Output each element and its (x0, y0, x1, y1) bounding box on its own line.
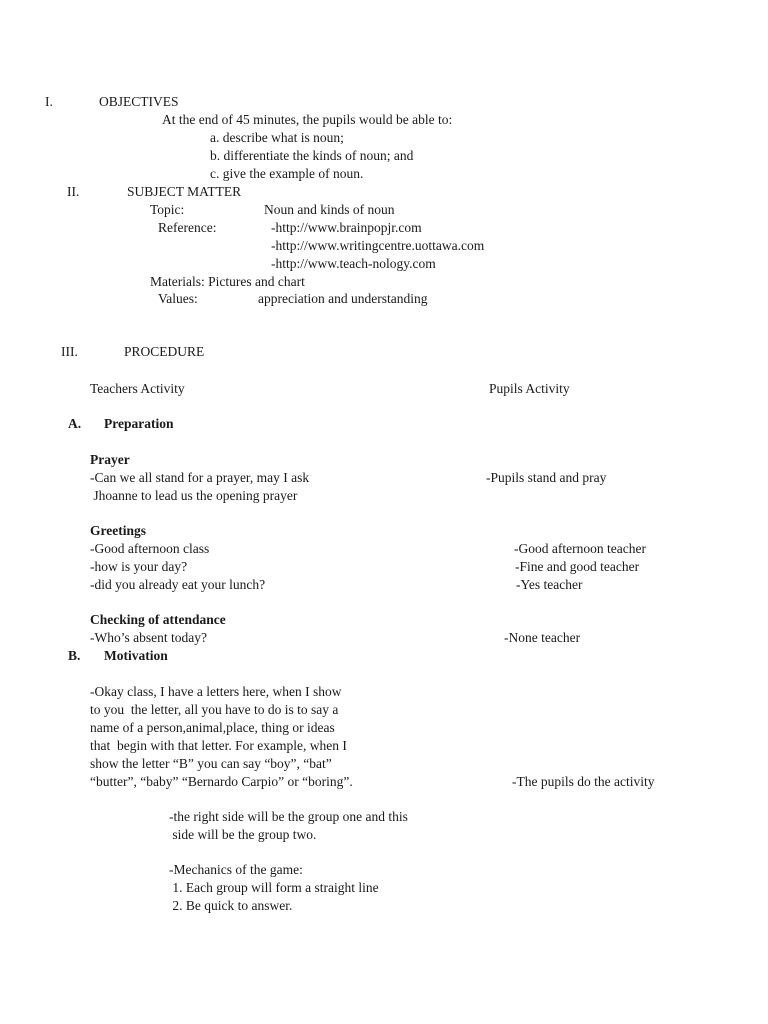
teacher-line: show the letter “B” you can say “boy”, “bat” (90, 756, 332, 771)
procedure-heading: PROCEDURE (124, 344, 205, 359)
teacher-line: Jhoanne to lead us the opening prayer (90, 488, 298, 503)
motivation-title: Motivation (104, 648, 168, 663)
teacher-line: to you the letter, all you have to do is to say a (90, 702, 339, 717)
teacher-line: -Who’s absent today? (90, 630, 207, 645)
pupil-line: -None teacher (504, 630, 581, 645)
topic-label: Topic: (150, 202, 185, 217)
pupil-line: -The pupils do the activity (512, 774, 655, 789)
pupil-line: -Fine and good teacher (515, 559, 640, 574)
teacher-line: -how is your day? (90, 559, 188, 574)
materials-line: Materials: Pictures and chart (150, 274, 305, 289)
preparation-title: Preparation (104, 416, 174, 431)
mechanics-title: -Mechanics of the game: (169, 862, 303, 877)
teacher-line: that begin with that letter. For example, when I (90, 738, 347, 753)
teacher-line: -Can we all stand for a prayer, may I ask (90, 470, 310, 485)
section-numeral-3: III. (61, 344, 78, 359)
objective-item: b. differentiate the kinds of noun; and (210, 148, 414, 163)
preparation-letter: A. (68, 416, 82, 431)
group-line: -the right side will be the group one and this (169, 809, 408, 824)
attendance-title: Checking of attendance (90, 612, 226, 627)
group-line: side will be the group two. (169, 827, 317, 842)
pupil-line: -Good afternoon teacher (514, 541, 646, 556)
values-value: appreciation and understanding (258, 291, 428, 306)
pupil-line: -Yes teacher (516, 577, 583, 592)
section-numeral-2: II. (67, 184, 80, 199)
teacher-line: “butter”, “baby” “Bernardo Carpio” or “boring”. (90, 774, 353, 789)
subject-matter-heading: SUBJECT MATTER (127, 184, 242, 199)
teacher-line: -did you already eat your lunch? (90, 577, 266, 592)
mechanics-item: 2. Be quick to answer. (169, 898, 293, 913)
reference-label: Reference: (158, 220, 217, 235)
teachers-activity-header: Teachers Activity (90, 381, 185, 396)
reference-link: -http://www.teach-nology.com (271, 256, 436, 271)
values-label: Values: (158, 291, 198, 306)
objective-item: c. give the example of noun. (210, 166, 364, 181)
objectives-heading: OBJECTIVES (99, 94, 179, 109)
pupils-activity-header: Pupils Activity (489, 381, 570, 396)
motivation-letter: B. (68, 648, 81, 663)
objective-item: a. describe what is noun; (210, 130, 344, 145)
pupil-line: -Pupils stand and pray (486, 470, 607, 485)
topic-value: Noun and kinds of noun (264, 202, 395, 217)
reference-link: -http://www.brainpopjr.com (271, 220, 422, 235)
prayer-title: Prayer (90, 452, 130, 467)
reference-link: -http://www.writingcentre.uottawa.com (271, 238, 485, 253)
mechanics-item: 1. Each group will form a straight line (169, 880, 379, 895)
section-numeral-1: I. (45, 94, 53, 109)
greetings-title: Greetings (90, 523, 146, 538)
teacher-line: -Okay class, I have a letters here, when I show (90, 684, 342, 699)
teacher-line: -Good afternoon class (90, 541, 210, 556)
objectives-intro: At the end of 45 minutes, the pupils would be able to: (162, 112, 453, 127)
teacher-line: name of a person,animal,place, thing or ideas (90, 720, 335, 735)
